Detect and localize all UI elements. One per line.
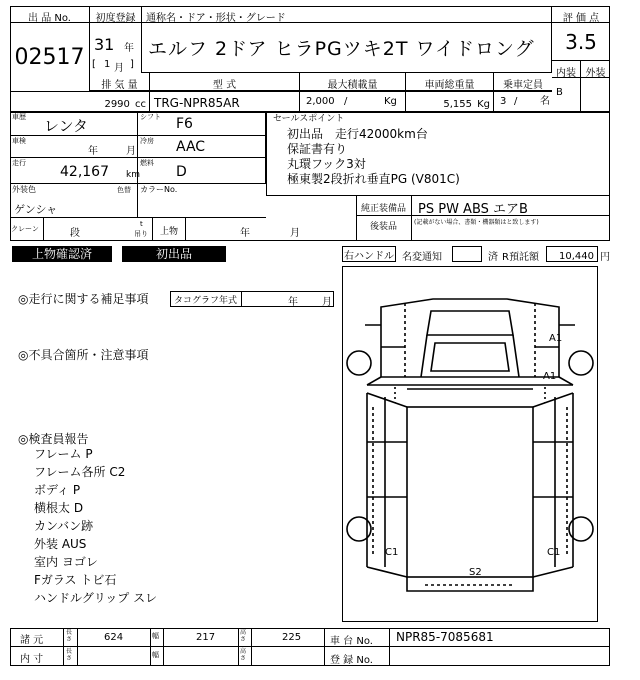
defects-label: ◎不具合箇所・注意事項 — [18, 348, 149, 362]
history-label: 車歴 — [12, 113, 26, 121]
grade-label-cell — [552, 6, 610, 23]
max-load-unit: Kg — [384, 96, 397, 107]
sales-point-line: 丸環フック3対 — [287, 157, 366, 171]
chassis-label: 車 台 No. — [330, 636, 373, 647]
model-label: 型 式 — [212, 80, 237, 91]
color-no-cell — [138, 184, 266, 218]
genuine-label-cell — [356, 196, 412, 216]
gross-weight-unit: Kg — [477, 99, 490, 110]
length-label: 長さ — [66, 648, 73, 662]
capacity-unit: 名 — [540, 96, 550, 107]
crane-label-cell — [10, 218, 44, 241]
capacity-cell — [494, 92, 552, 112]
inspector-line: フレーム P — [34, 447, 93, 461]
reg-year: 31 — [94, 35, 115, 54]
grade: 3.5 — [565, 29, 597, 54]
inspector-label: ◎検査員報告 — [18, 432, 89, 446]
width: 217 — [196, 632, 216, 643]
damage-mark: A1 — [549, 333, 563, 344]
inspector-line: 横根太 D — [34, 501, 84, 515]
inspector-line: ハンドルグリップ スレ — [34, 591, 158, 605]
shift: F6 — [176, 116, 193, 132]
recycle-amount: 10,440 — [559, 251, 594, 262]
upper-confirm-badge: 上物確認済 — [12, 246, 112, 262]
reg-month-open: [ — [92, 59, 96, 70]
upper-year-label: 年 — [240, 228, 250, 239]
recycle-mark: 済 — [488, 252, 498, 263]
tacho-label-cell — [170, 291, 242, 307]
sales-point-title: セールスポイント — [273, 114, 345, 124]
first-reg-label-cell — [90, 6, 142, 23]
listing-no-label: 出 品 No. — [28, 13, 71, 24]
damage-mark: C1 — [385, 547, 399, 558]
max-load-cell — [300, 92, 406, 112]
inspector-line: カンバン跡 — [34, 519, 94, 533]
ext-color: ゲンシャ — [14, 203, 58, 216]
interior-label: 内装 — [556, 68, 576, 79]
aircon-label: 冷房 — [140, 137, 154, 145]
inspection-year-label: 年 — [88, 146, 98, 157]
model-cell — [150, 92, 300, 112]
genuine-equipment: PS PW ABS エアB — [418, 202, 528, 217]
damage-mark: A1 — [543, 371, 557, 382]
tacho-label: タコグラフ年式 — [173, 296, 237, 306]
model: TRG-NPR85AR — [154, 96, 240, 110]
aftermarket-label-cell — [356, 216, 412, 241]
width-label: 幅 — [152, 651, 159, 659]
inspection-label: 車検 — [12, 137, 26, 145]
width-label: 幅 — [152, 632, 159, 640]
listing-no-cell — [10, 23, 90, 91]
driving-notes-label: ◎走行に関する補足事項 — [18, 292, 149, 306]
right-handle: 右ハンドル — [344, 251, 394, 262]
inspector-line: Fガラス トビ石 — [34, 573, 117, 587]
color-swap-cell — [116, 184, 138, 218]
inspector-line: フレーム各所 C2 — [34, 465, 126, 479]
gross-weight-cell — [406, 92, 494, 112]
reg-month-label: 月 — [114, 63, 124, 74]
aftermarket-label: 後装品 — [369, 222, 397, 232]
interior-grade-cell — [552, 78, 581, 112]
damage-mark: C1 — [547, 547, 561, 558]
chassis: NPR85-7085681 — [396, 630, 494, 644]
upper-month-label: 月 — [290, 228, 300, 239]
inspector-list — [34, 445, 157, 607]
displacement: 2990 — [104, 99, 130, 110]
length: 624 — [104, 632, 124, 643]
dims-label: 諸 元 — [20, 635, 44, 646]
mileage-unit: km — [126, 170, 140, 180]
aircon-cell — [138, 136, 266, 158]
displacement-label-cell — [90, 73, 150, 91]
inspection-month-label: 月 — [126, 146, 136, 157]
name-change-box — [452, 246, 482, 262]
reg-year-label: 年 — [124, 43, 134, 54]
mileage-label: 走行 — [12, 159, 26, 167]
crane-hook-label: 吊り — [134, 230, 148, 238]
fuel: D — [176, 164, 187, 180]
max-load-label-cell — [300, 73, 406, 91]
name-label: 通称名・ドア・形状・グレード — [146, 13, 286, 24]
vehicle-name-cell — [142, 23, 552, 73]
interior-grade: B — [556, 87, 563, 98]
sales-point-box — [266, 112, 610, 196]
footer-divider — [10, 628, 610, 647]
grade-label: 評 価 点 — [562, 13, 600, 24]
history: レンタ — [44, 117, 89, 135]
upper-label-cell — [152, 218, 186, 241]
model-label-cell — [150, 73, 300, 91]
length-label: 長さ — [66, 629, 73, 643]
listing-no: 02517 — [14, 44, 85, 70]
shift-label: シフト — [140, 113, 161, 121]
aftermarket-note: (記載がない場合、書類・機器類はと致します) — [414, 219, 539, 226]
damage-mark: S2 — [469, 567, 482, 578]
shift-cell — [138, 112, 266, 136]
aircon: AAC — [176, 139, 206, 155]
crane-label: クレーン — [11, 225, 39, 233]
first-reg-cell — [90, 23, 142, 73]
displacement-label: 排 気 量 — [101, 80, 138, 91]
inspector-line: ボディ P — [34, 483, 81, 497]
tacho-month-label: 月 — [322, 297, 332, 308]
sales-point-line: 極東製2段折れ垂直PG (V801C) — [287, 172, 460, 186]
max-load-sep: / — [344, 96, 348, 107]
reg-month: 1 — [104, 59, 111, 70]
first-reg-label: 初度登録 — [95, 13, 136, 24]
crane-stage-label: 段 — [70, 228, 80, 239]
exterior-label-cell — [581, 61, 610, 78]
name-label-cell — [142, 6, 552, 23]
color-swap-label: 色替 — [117, 186, 131, 194]
interior-dims-label: 内 寸 — [20, 654, 44, 665]
max-load: 2,000 — [306, 96, 335, 107]
capacity-sep: / — [514, 96, 518, 107]
capacity: 3 — [500, 96, 507, 107]
grade-cell — [552, 23, 610, 61]
height-label: 高さ — [240, 648, 247, 662]
height-label: 高さ — [240, 629, 247, 643]
tacho-year-label: 年 — [288, 297, 298, 308]
truck-diagram — [342, 266, 598, 622]
recycle-unit: 円 — [600, 252, 610, 263]
fuel-cell — [138, 158, 266, 184]
displacement-unit: cc — [135, 99, 146, 110]
max-load-label: 最大積載量 — [327, 80, 378, 91]
color-no-label: カラーNo. — [140, 185, 178, 194]
first-listing-badge: 初出品 — [122, 246, 226, 262]
reg-month-close: ] — [130, 59, 134, 70]
inspector-line: 外装 AUS — [34, 537, 87, 551]
crane-ton-label: t — [140, 220, 143, 228]
interior-label-cell — [552, 61, 581, 78]
upper-label: 上物 — [159, 227, 178, 237]
reg-no-label: 登 録 No. — [330, 655, 373, 666]
gross-weight-label-cell — [406, 73, 494, 91]
name-change-label: 名変通知 — [402, 252, 442, 263]
fuel-label: 燃料 — [140, 159, 154, 167]
vehicle-name: エルフ 2ドア ヒラPGツキ2T ワイドロング — [148, 38, 535, 60]
mileage: 42,167 — [60, 164, 109, 180]
right-handle-box — [342, 246, 396, 262]
exterior-label: 外装 — [585, 68, 606, 79]
height: 225 — [282, 632, 302, 643]
inspector-line: 室内 ヨゴレ — [34, 555, 98, 569]
sales-point-line: 保証書有り — [287, 142, 348, 156]
mileage-cell — [10, 158, 138, 184]
sales-point-line: 初出品 走行42000km台 — [287, 127, 428, 141]
inspection-cell — [10, 136, 138, 158]
capacity-label-cell — [494, 73, 552, 91]
gross-weight-label: 車両総重量 — [424, 80, 475, 91]
listing-no-label-cell — [10, 6, 90, 23]
history-cell — [10, 112, 138, 136]
genuine-label: 純正装備品 — [360, 204, 406, 214]
recycle-box — [546, 246, 598, 262]
recycle-label: R預託額 — [502, 252, 539, 263]
gross-weight: 5,155 — [443, 99, 472, 110]
displacement-cell — [90, 92, 150, 112]
ext-color-label: 外装色 — [12, 185, 36, 194]
capacity-label: 乗車定員 — [503, 80, 543, 91]
